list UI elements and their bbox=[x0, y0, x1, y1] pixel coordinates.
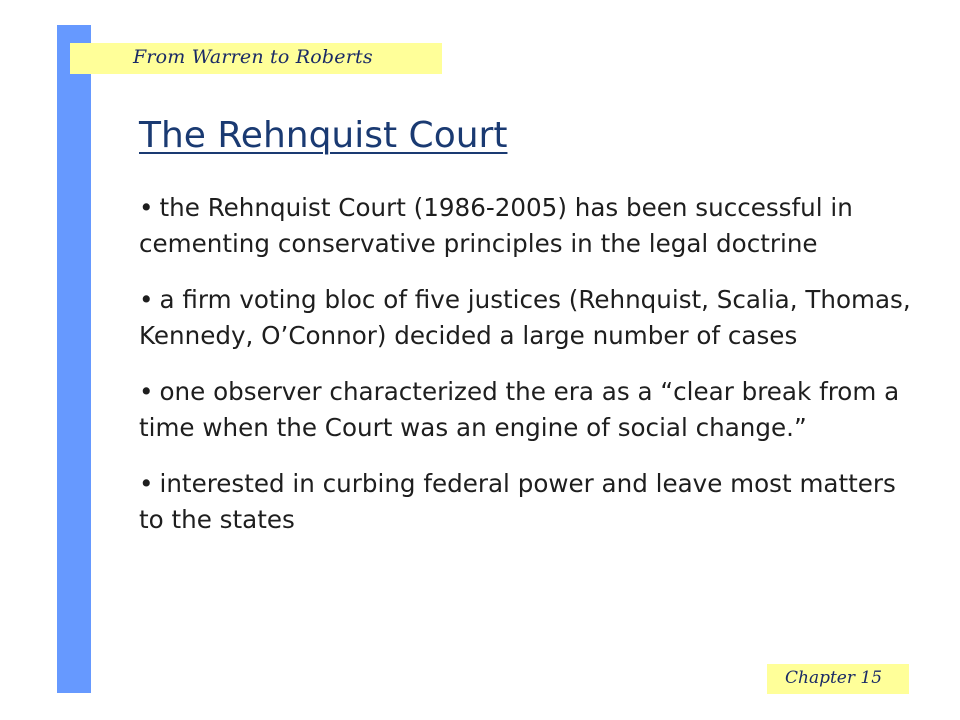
bullet-text: the Rehnquist Court (1986-2005) has been successful in cementing conservative principles in the legal doctrine bbox=[139, 193, 853, 258]
bullet-dot-icon: • bbox=[139, 469, 154, 498]
bullet-list bbox=[139, 190, 919, 558]
bullet-text: a firm voting bloc of five justices (Rehnquist, Scalia, Thomas, Kennedy, O’Connor) decided a large number of cases bbox=[139, 285, 911, 350]
bullet-item bbox=[139, 374, 919, 446]
bullet-text: one observer characterized the era as a “clear break from a time when the Court was an engine of social change.” bbox=[139, 377, 900, 442]
chapter-badge bbox=[767, 664, 909, 694]
section-banner-label: From Warren to Roberts bbox=[133, 46, 373, 68]
bullet-item bbox=[139, 466, 919, 538]
bullet-item bbox=[139, 282, 919, 354]
bullet-dot-icon: • bbox=[139, 193, 154, 222]
bullet-item bbox=[139, 190, 919, 262]
bullet-dot-icon: • bbox=[139, 285, 154, 314]
section-banner bbox=[70, 43, 442, 74]
slide-title: The Rehnquist Court bbox=[139, 115, 508, 156]
bullet-dot-icon: • bbox=[139, 377, 154, 406]
bullet-text: interested in curbing federal power and leave most matters to the states bbox=[139, 469, 896, 534]
left-accent-bar bbox=[57, 25, 91, 693]
chapter-label: Chapter 15 bbox=[785, 668, 883, 688]
